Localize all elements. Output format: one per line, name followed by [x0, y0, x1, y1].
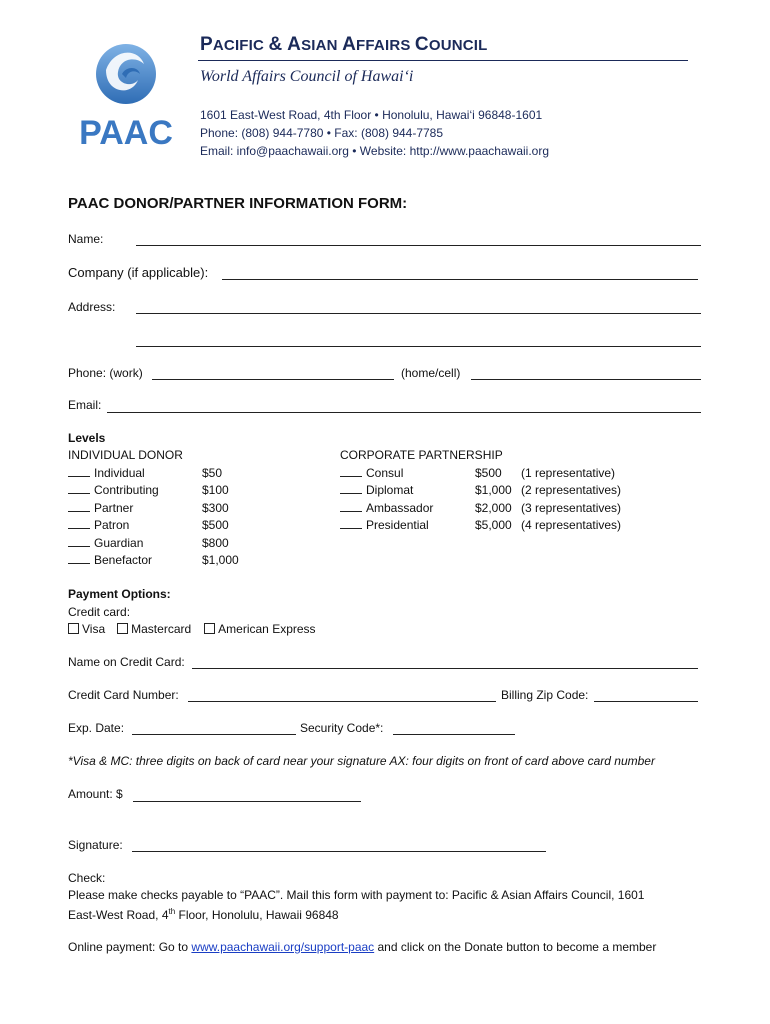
- exp-label: Exp. Date:: [68, 721, 125, 735]
- level-guardian[interactable]: Guardian $800: [68, 535, 239, 553]
- level-diplomat[interactable]: Diplomat $1,000 (2 representatives): [340, 482, 621, 500]
- phone-work-field[interactable]: [152, 379, 394, 380]
- support-paac-link[interactable]: www.paachawaii.org/support-paac: [191, 940, 375, 954]
- level-presidential[interactable]: Presidential $5,000 (4 representatives): [340, 517, 621, 535]
- address-label: Address:: [68, 300, 116, 314]
- name-on-card-label: Name on Credit Card:: [68, 655, 185, 669]
- org-phone-fax: Phone: (808) 944-7780 • Fax: (808) 944-7785: [200, 126, 444, 140]
- signature-label: Signature:: [68, 838, 123, 852]
- level-benefactor[interactable]: Benefactor $1,000: [68, 552, 239, 570]
- org-email-web: Email: info@paachawaii.org • Website: http://www.paachawaii.org: [200, 144, 549, 158]
- amex-checkbox-box[interactable]: [204, 623, 215, 634]
- security-label: Security Code*:: [300, 721, 384, 735]
- zip-field[interactable]: [594, 701, 698, 702]
- security-field[interactable]: [393, 734, 515, 735]
- card-number-label: Credit Card Number:: [68, 688, 179, 702]
- individual-donor-section: [68, 447, 239, 570]
- visa-checkbox-box[interactable]: [68, 623, 79, 634]
- org-name: PACIFIC & ASIAN AFFAIRS COUNCIL: [200, 34, 488, 55]
- levels-heading: Levels: [68, 431, 106, 445]
- level-patron[interactable]: Patron $500: [68, 517, 239, 535]
- address-field-line1[interactable]: [136, 313, 701, 314]
- level-ambassador[interactable]: Ambassador $2,000 (3 representatives): [340, 500, 621, 518]
- phone-home-field[interactable]: [471, 379, 701, 380]
- credit-card-label: Credit card:: [68, 605, 131, 619]
- email-label: Email:: [68, 398, 102, 412]
- card-options: [68, 622, 316, 636]
- name-on-card-field[interactable]: [192, 668, 698, 669]
- corporate-partnership-section: [340, 447, 621, 535]
- signature-field[interactable]: [132, 851, 546, 852]
- level-consul[interactable]: Consul $500 (1 representative): [340, 465, 621, 483]
- header-rule: [198, 60, 688, 61]
- email-field[interactable]: [107, 412, 701, 413]
- org-subtitle: World Affairs Council of Hawai‘i: [200, 68, 414, 85]
- paac-logo: [76, 40, 176, 156]
- card-security-note: *Visa & MC: three digits on back of card near your signature AX: four digits on front of card above card number: [68, 754, 655, 768]
- amex-checkbox[interactable]: American Express: [204, 622, 315, 636]
- card-number-field[interactable]: [188, 701, 496, 702]
- check-instructions-line2: East-West Road, 4th Floor, Honolulu, Hawaii 96848: [68, 907, 339, 922]
- form-title: PAAC DONOR/PARTNER INFORMATION FORM:: [68, 195, 408, 212]
- exp-field[interactable]: [132, 734, 296, 735]
- payment-heading: Payment Options:: [68, 587, 171, 601]
- individual-heading: INDIVIDUAL DONOR: [68, 448, 183, 462]
- mastercard-checkbox[interactable]: Mastercard: [117, 622, 191, 636]
- org-address: 1601 East-West Road, 4th Floor • Honolulu, Hawai‘i 96848-1601: [200, 108, 543, 122]
- phone-home-label: (home/cell): [401, 366, 461, 380]
- amount-label: Amount: $: [68, 787, 123, 801]
- check-heading: Check:: [68, 871, 106, 885]
- name-field[interactable]: [136, 245, 701, 246]
- company-field[interactable]: [222, 279, 698, 280]
- level-partner[interactable]: Partner $300: [68, 500, 239, 518]
- phone-work-label: Phone: (work): [68, 366, 143, 380]
- company-label: Company (if applicable):: [68, 265, 209, 280]
- online-payment: Online payment: Go to www.paachawaii.org/support-paac and click on the Donate button to become a member: [68, 940, 657, 954]
- mastercard-checkbox-box[interactable]: [117, 623, 128, 634]
- address-field-line2[interactable]: [136, 346, 701, 347]
- name-label: Name:: [68, 232, 104, 246]
- zip-label: Billing Zip Code:: [501, 688, 589, 702]
- level-contributing[interactable]: Contributing $100: [68, 482, 239, 500]
- amount-field[interactable]: [133, 801, 361, 802]
- logo-text: PAAC: [79, 114, 173, 152]
- visa-checkbox[interactable]: Visa: [68, 622, 105, 636]
- corporate-heading: CORPORATE PARTNERSHIP: [340, 448, 503, 462]
- check-instructions-line1: Please make checks payable to “PAAC”. Mail this form with payment to: Pacific & Asian Affairs Council, 1601: [68, 888, 645, 902]
- level-individual[interactable]: Individual $50: [68, 465, 239, 483]
